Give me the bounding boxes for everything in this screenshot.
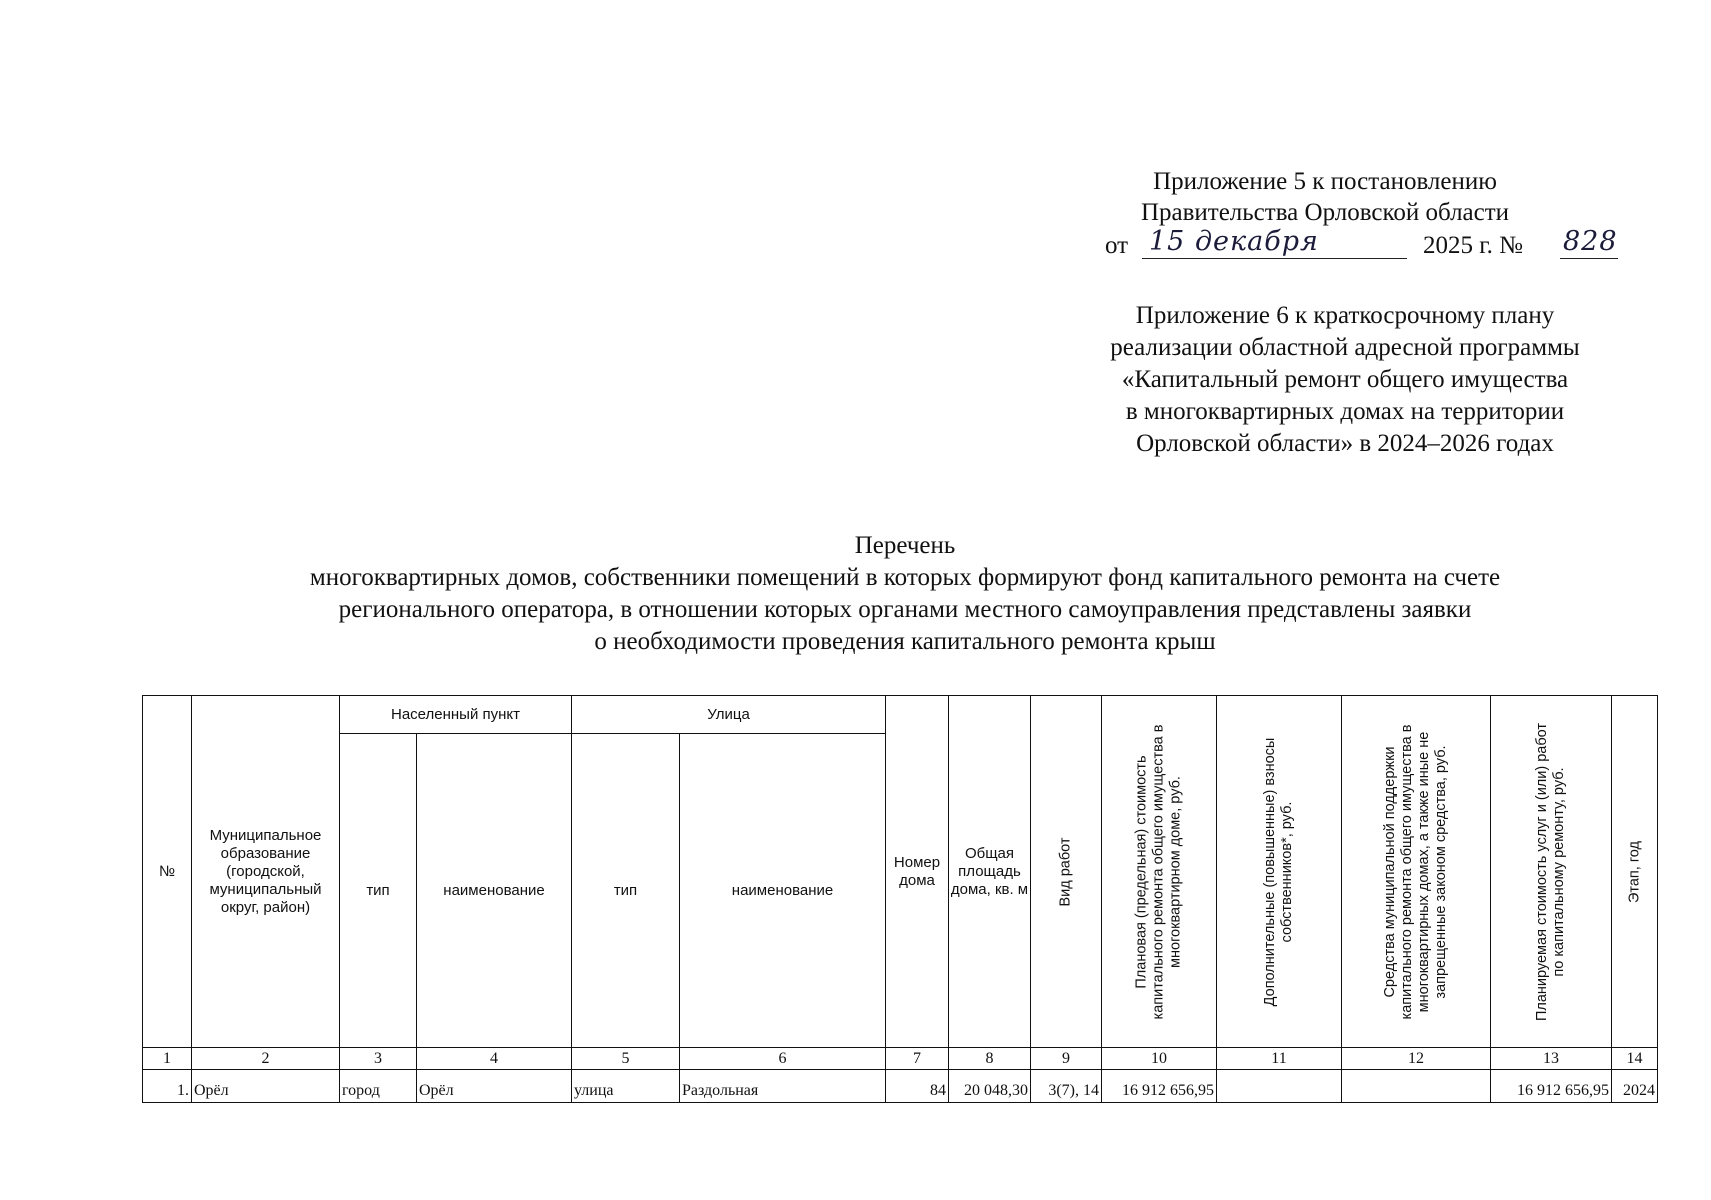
col-municipal-support-header bbox=[1342, 696, 1491, 1048]
row-street-name: Раздольная bbox=[680, 1069, 886, 1102]
col-street-name-header: наименование bbox=[680, 734, 886, 1048]
column-number: 14 bbox=[1612, 1048, 1658, 1069]
row-stage: 2024 bbox=[1612, 1069, 1658, 1102]
appendix-line-1: Приложение 5 к постановлению bbox=[1153, 168, 1497, 195]
plan-line: в многоквартирных домах на территории bbox=[1125, 398, 1565, 425]
col-planned-services-header bbox=[1491, 696, 1612, 1048]
column-number: 12 bbox=[1342, 1048, 1491, 1069]
column-number: 4 bbox=[417, 1048, 572, 1069]
column-number: 1 bbox=[143, 1048, 192, 1069]
col-stage-header bbox=[1612, 696, 1658, 1048]
column-number: 7 bbox=[886, 1048, 949, 1069]
column-number: 11 bbox=[1217, 1048, 1342, 1069]
row-area: 20 048,30 bbox=[949, 1069, 1031, 1102]
column-number: 5 bbox=[572, 1048, 680, 1069]
title-heading: Перечень bbox=[854, 532, 956, 559]
planned-services-label: Планируемая стоимость услуг и (или) работ по капитальному ремонту, руб. bbox=[1534, 722, 1567, 1021]
row-settlement-name: Орёл bbox=[417, 1069, 572, 1102]
additional-label: Дополнительные (повышенные) взносы собственников*, руб. bbox=[1262, 737, 1295, 1007]
table-row bbox=[143, 1069, 1658, 1102]
row-planned-services: 16 912 656,95 bbox=[1491, 1069, 1612, 1102]
plan-line: Приложение 6 к краткосрочному плану bbox=[1135, 302, 1555, 329]
column-number: 6 bbox=[680, 1048, 886, 1069]
col-additional-header bbox=[1217, 696, 1342, 1048]
order-date-line bbox=[1105, 226, 1625, 266]
title-line: многоквартирных домов, собственники помещений в которых формируют фонд капитального ремонта на счете bbox=[309, 564, 1501, 591]
houses-table bbox=[142, 695, 1658, 1103]
row-municipal-support bbox=[1342, 1069, 1491, 1102]
column-number: 10 bbox=[1102, 1048, 1217, 1069]
row-settlement-type: город bbox=[340, 1069, 417, 1102]
column-number: 2 bbox=[192, 1048, 340, 1069]
street-group-header: Улица bbox=[572, 696, 886, 734]
plan-line: Орловской области» в 2024–2026 годах bbox=[1136, 430, 1554, 457]
col-street-type-header: тип bbox=[572, 734, 680, 1048]
title-line: регионального оператора, в отношении которых органами местного самоуправления представлены заявки bbox=[338, 596, 1472, 623]
appendix-line-2: Правительства Орловской области bbox=[1140, 199, 1510, 226]
column-number-row bbox=[143, 1048, 1658, 1069]
row-street-type: улица bbox=[572, 1069, 680, 1102]
col-house-header: Номер дома bbox=[886, 696, 949, 1048]
col-settlement-name-header: наименование bbox=[417, 734, 572, 1048]
column-number: 3 bbox=[340, 1048, 417, 1069]
row-planned-cost: 16 912 656,95 bbox=[1102, 1069, 1217, 1102]
header-row-1 bbox=[143, 696, 1658, 734]
number-blank-line bbox=[1560, 258, 1618, 259]
title-line: о необходимости проведения капитального ремонта крыш bbox=[594, 628, 1216, 655]
order-year: 2025 г. № bbox=[1423, 232, 1524, 259]
row-num: 1. bbox=[143, 1069, 192, 1102]
date-blank-line bbox=[1142, 258, 1407, 259]
col-num-header: № bbox=[143, 696, 192, 1048]
plan-appendix-header bbox=[1045, 300, 1645, 460]
col-work-type-header bbox=[1031, 696, 1102, 1048]
col-settlement-type-header: тип bbox=[340, 734, 417, 1048]
column-number: 13 bbox=[1491, 1048, 1612, 1069]
work-type-label: Вид работ bbox=[1057, 837, 1074, 907]
document-title bbox=[180, 530, 1630, 658]
row-additional bbox=[1217, 1069, 1342, 1102]
col-municipality-header: Муниципальное образование (городской, муниципальный округ, район) bbox=[192, 696, 340, 1048]
row-work-type: 3(7), 14 bbox=[1031, 1069, 1102, 1102]
stage-label: Этап, год bbox=[1626, 840, 1642, 903]
appendix-header bbox=[1065, 166, 1585, 228]
planned-cost-label: Плановая (предельная) стоимость капитального ремонта общего имущества в многоквартирном доме, руб. bbox=[1133, 724, 1184, 1020]
municipal-support-label: Средства муниципальной поддержки капитального ремонта общего имущества в многоквартирных домах, а также иные не запрещенные законом средства, руб. bbox=[1382, 724, 1449, 1020]
column-number: 8 bbox=[949, 1048, 1031, 1069]
plan-line: реализации областной адресной программы bbox=[1110, 334, 1580, 361]
handwritten-date: 15 декабря bbox=[1149, 226, 1319, 257]
row-municipality: Орёл bbox=[192, 1069, 340, 1102]
col-planned-cost-header bbox=[1102, 696, 1217, 1048]
plan-line: «Капитальный ремонт общего имущества bbox=[1121, 366, 1569, 393]
column-number: 9 bbox=[1031, 1048, 1102, 1069]
col-area-header: Общая площадь дома, кв. м bbox=[949, 696, 1031, 1048]
handwritten-number: 828 bbox=[1563, 226, 1618, 257]
row-house: 84 bbox=[886, 1069, 949, 1102]
settlement-group-header: Населенный пункт bbox=[340, 696, 572, 734]
order-prefix: от bbox=[1105, 232, 1129, 259]
